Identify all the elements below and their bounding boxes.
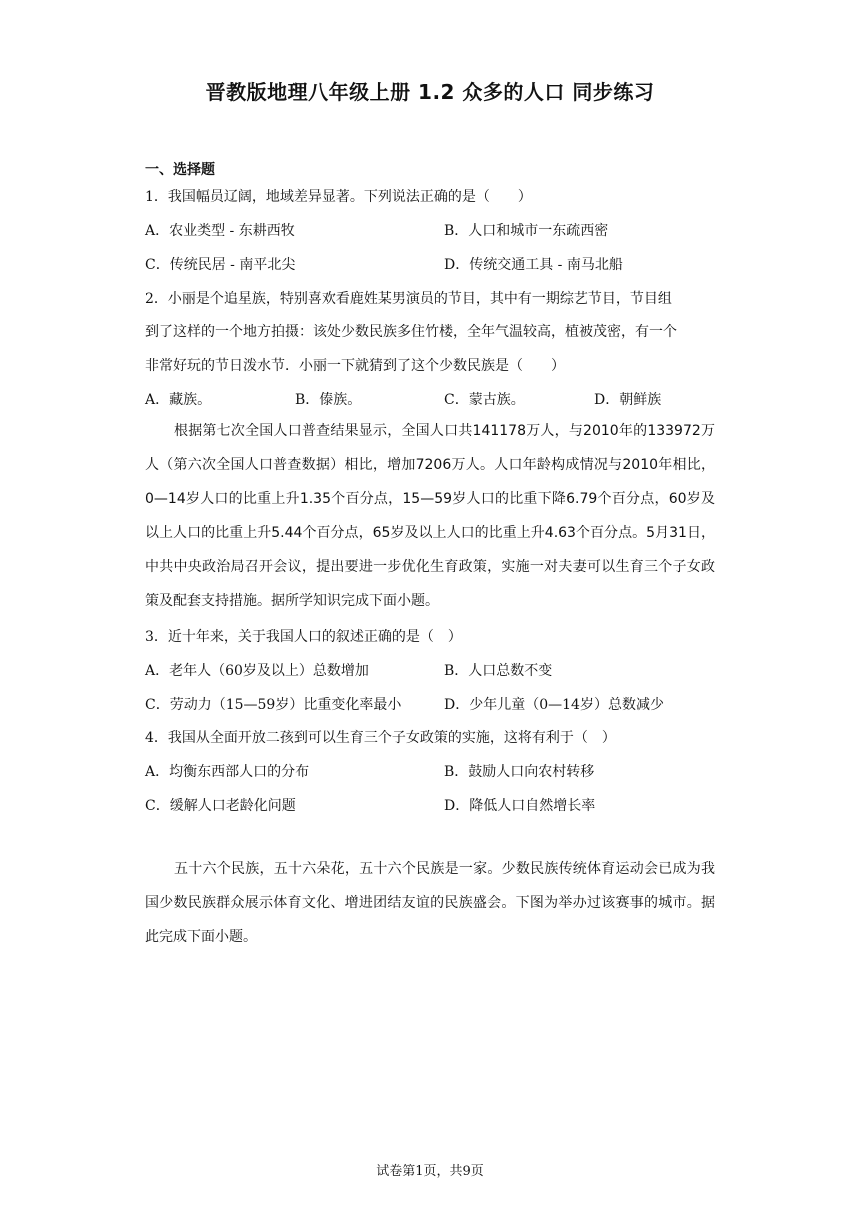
question-3-option-d: D．少年儿童（0—14岁）总数减少 (444, 697, 664, 713)
question-2-option-c: C．蒙古族。 (444, 392, 525, 408)
question-2-option-d: D．朝鲜族 (594, 392, 662, 408)
question-1-option-a: A．农业类型 - 东耕西牧 (145, 223, 295, 239)
question-1-option-c: C．传统民居 - 南平北尖 (145, 257, 296, 273)
question-3-option-b: B．人口总数不变 (444, 663, 553, 679)
question-3-stem: 3．近十年来，关于我国人口的叙述正确的是（ ） (145, 629, 462, 645)
section-heading: 一、选择题 (145, 162, 215, 178)
question-1-option-d: D．传统交通工具 - 南马北船 (444, 257, 623, 273)
question-2-stem-line-3: 非常好玩的节日泼水节．小丽一下就猜到了这个少数民族是（ ） (145, 358, 565, 374)
question-3-option-a: A．老年人（60岁及以上）总数增加 (145, 663, 369, 679)
question-4-option-d: D．降低人口自然增长率 (444, 798, 596, 814)
question-2-option-b: B．傣族。 (295, 392, 362, 408)
question-4-option-a: A．均衡东西部人口的分布 (145, 764, 310, 780)
question-3-option-c: C．劳动力（15—59岁）比重变化率最小 (145, 697, 402, 713)
question-2-stem-line-2: 到了这样的一个地方拍摄：该处少数民族多住竹楼，全年气温较高，植被茂密，有一个 (145, 324, 677, 340)
question-2-option-a: A．藏族。 (145, 392, 212, 408)
question-4-stem: 4．我国从全面开放二孩到可以生育三个子女政策的实施，这将有利于（ ） (145, 730, 616, 746)
census-passage: 根据第七次全国人口普查结果显示，全国人口共141178万人，与2010年的133972万人（第六次全国人口普查数据）相比，增加7206万人。人口年龄构成情况与2010年相比，0—14岁人口的比重上升1.35个百分点，15—59岁人口的比重下降6.79个百分点，60岁及以上人口的比重上升5.44个百分点，65岁及以上人口的比重上升4.63个百分点。5月31日，中共中央政治局召开会议，提出要进一步优化生育政策，实施一对夫妻可以生育三个子女政策及配套支持措施。据所学知识完成下面小题。 (145, 423, 715, 609)
ethnic-games-passage: 五十六个民族，五十六朵花，五十六个民族是一家。少数民族传统体育运动会已成为我国少数民族群众展示体育文化、增进团结友谊的民族盛会。下图为举办过该赛事的城市。据此完成下面小题。 (145, 861, 715, 945)
question-4-option-b: B．鼓励人口向农村转移 (444, 764, 595, 780)
question-1-option-b: B．人口和城市一东疏西密 (444, 223, 609, 239)
page-footer: 试卷第1页，共9页 (376, 1164, 484, 1179)
document-title: 晋教版地理八年级上册 1.2 众多的人口 同步练习 (205, 80, 655, 104)
question-4-option-c: C．缓解人口老龄化问题 (145, 798, 296, 814)
question-2-stem-line-1: 2．小丽是个追星族，特别喜欢看鹿姓某男演员的节目，其中有一期综艺节目，节目组 (145, 291, 672, 307)
question-1-stem: 1．我国幅员辽阔，地域差异显著。下列说法正确的是（ ） (145, 189, 532, 205)
